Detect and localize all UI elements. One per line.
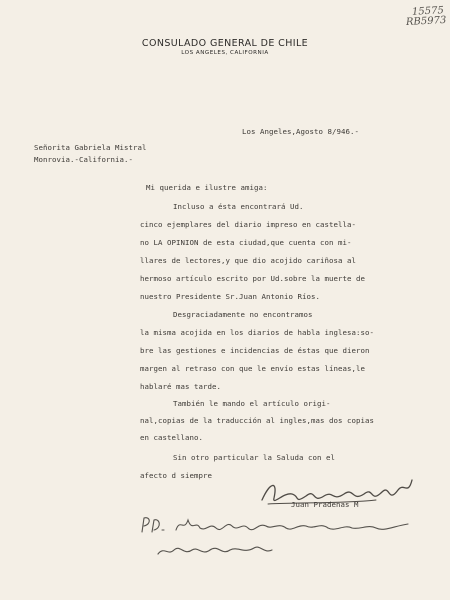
letterhead-subtitle: LOS ANGELES, CALIFORNIA bbox=[181, 50, 269, 56]
body-line: la misma acojida en los diarios de habla inglesa:so- bbox=[140, 328, 374, 337]
body-line: en castellano. bbox=[140, 433, 203, 442]
body-line: cinco ejemplares del diario impreso en castella- bbox=[140, 220, 356, 229]
salutation: Mi querida e ilustre amiga: bbox=[146, 183, 268, 192]
body-line: hablaré mas tarde. bbox=[140, 382, 221, 391]
date-line: Los Angeles,Agosto 8/946.- bbox=[242, 127, 359, 136]
body-line: llares de lectores,y que dio acojido cariñosa al bbox=[140, 256, 356, 265]
body-line: no LA OPINION de esta ciudad,que cuenta con mi- bbox=[140, 238, 352, 247]
recipient-location: Monrovia.-California.- bbox=[34, 155, 133, 164]
closing-line: afecto d siempre bbox=[140, 471, 212, 480]
archive-number-top: 15575 bbox=[411, 5, 445, 18]
body-line: hermoso artículo escrito por Ud.sobre la muerte de bbox=[140, 274, 365, 283]
body-line: También le mando el artículo origi- bbox=[173, 399, 331, 408]
signature-name: Juan Pradenas M bbox=[291, 500, 359, 509]
body-line: nuestro Presidente Sr.Juan Antonio Ríos. bbox=[140, 292, 320, 301]
body-line: nal,copias de la traducción al ingles,mas dos copias bbox=[140, 416, 374, 425]
body-line: bre las gestiones e incidencias de éstas que dieron bbox=[140, 346, 370, 355]
body-line: Incluso a ésta encontrará Ud. bbox=[173, 202, 304, 211]
letterhead-title: CONSULADO GENERAL DE CHILE bbox=[141, 38, 309, 49]
handwritten-postscript bbox=[138, 510, 418, 564]
body-line: Desgraciadamente no encontramos bbox=[173, 310, 313, 319]
body-line: margen al retraso con que le envío estas líneas,le bbox=[140, 364, 365, 373]
closing-line: Sin otro particular la Saluda con el bbox=[173, 453, 335, 462]
archive-number-bottom: RB5973 bbox=[405, 14, 447, 29]
recipient-name: Señorita Gabriela Mistral bbox=[34, 143, 147, 152]
